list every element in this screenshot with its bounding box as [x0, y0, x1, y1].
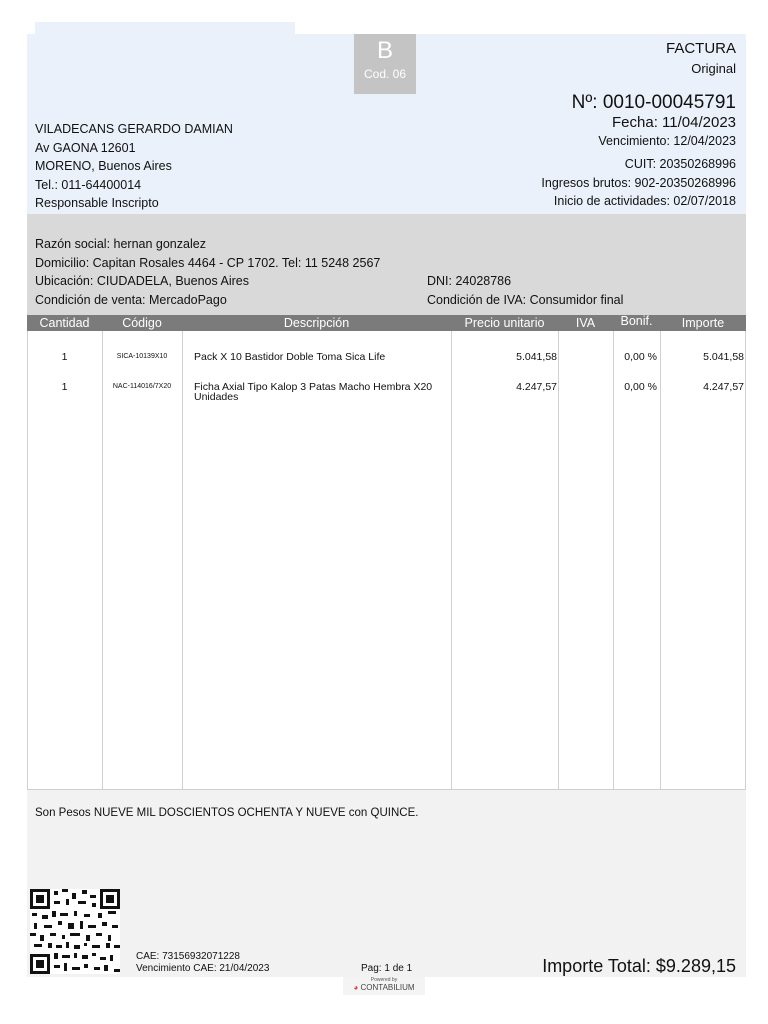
brand-name: CONTABILIUM	[360, 983, 415, 992]
col-price-header: Precio unitario	[464, 316, 545, 330]
doc-due-date: Vencimiento: 12/04/2023	[598, 134, 736, 148]
invoice-code: Cod. 06	[363, 67, 407, 81]
row2-desc-line2: Unidades	[194, 391, 239, 403]
doc-date: Fecha: 11/04/2023	[612, 114, 736, 131]
issuer-iibb: Ingresos brutos: 902-20350268996	[541, 176, 736, 190]
row1-bonif: 0,00 %	[624, 351, 657, 363]
doc-copy: Original	[691, 61, 736, 76]
row2-bonif: 0,00 %	[624, 381, 657, 393]
invoice-letter: B	[376, 37, 393, 64]
page-number: Pag: 1 de 1	[361, 963, 413, 974]
client-block-right	[427, 272, 623, 309]
col-desc-header: Descripción	[283, 316, 350, 330]
row1-code: SICA-10139X10	[116, 353, 168, 360]
col-bonif-header: Bonif.	[620, 314, 653, 328]
invoice-total: Importe Total: $9.289,15	[542, 956, 736, 976]
row1-qty: 1	[61, 351, 68, 363]
issuer-address: Av GAONA 12601	[35, 140, 136, 155]
cae-block	[136, 951, 269, 975]
issuer-city: MORENO, Buenos Aires	[35, 159, 172, 173]
col-total-header: Importe	[681, 316, 725, 330]
row1-total: 5.041,58	[703, 351, 744, 363]
issuer-block	[35, 120, 233, 213]
brand-wordmark	[343, 983, 425, 993]
amount-in-words: Son Pesos NUEVE MIL DOSCIENTOS OCHENTA Y NUEVE con QUINCE.	[35, 807, 419, 819]
issuer-name: VILADECANS GERARDO DAMIAN	[35, 122, 233, 136]
col-divider	[613, 331, 614, 790]
invoice-letter-box	[354, 34, 416, 94]
qr-code-icon	[30, 889, 120, 974]
row2-code: NAC-114016/7X20	[112, 383, 172, 390]
doc-number: Nº: 0010-00045791	[571, 92, 736, 113]
client-address: Domicilio: Capitan Rosales 4464 - CP 1702. Tel: 11 5248 2567	[35, 255, 381, 270]
issuer-start-date: Inicio de actividades: 02/07/2018	[553, 194, 736, 208]
cae-number: CAE: 73156932071228	[136, 951, 240, 962]
row2-total: 4.247,57	[703, 381, 744, 393]
row2-qty: 1	[61, 381, 68, 393]
powered-by-label: Powered by	[370, 977, 398, 983]
client-iva-condition: Condición de IVA: Consumidor final	[427, 292, 624, 307]
row1-price: 5.041,58	[516, 351, 557, 363]
col-divider	[660, 331, 661, 790]
client-sale-condition: Condición de venta: MercadoPago	[35, 292, 227, 307]
col-divider	[182, 331, 183, 790]
brand-logo-icon: ◕	[353, 983, 359, 992]
contabilium-logo	[343, 977, 425, 995]
client-block	[35, 235, 380, 309]
col-qty-header: Cantidad	[39, 316, 90, 330]
col-divider	[451, 331, 452, 790]
cae-due-date: Vencimiento CAE: 21/04/2023	[136, 963, 270, 974]
row2-price: 4.247,57	[516, 381, 557, 393]
issuer-tax: Responsable Inscripto	[35, 196, 159, 210]
doc-type: FACTURA	[665, 40, 736, 57]
col-iva-header: IVA	[575, 316, 596, 330]
row2-desc: Ficha Axial Tipo Kalop 3 Patas Macho Hembra X20	[194, 381, 433, 393]
table-header	[27, 315, 746, 331]
client-name: Razón social: hernan gonzalez	[35, 237, 206, 251]
col-divider	[558, 331, 559, 790]
issuer-cuit: CUIT: 20350268996	[624, 157, 736, 171]
table-body	[27, 331, 746, 790]
client-dni: DNI: 24028786	[427, 274, 512, 288]
client-location: Ubicación: CIUDADELA, Buenos Aires	[35, 274, 249, 288]
col-divider	[102, 331, 103, 790]
issuer-phone: Tel.: 011-64400014	[35, 177, 142, 192]
col-code-header: Código	[122, 316, 162, 330]
row1-desc: Pack X 10 Bastidor Doble Toma Sica Life	[194, 351, 386, 363]
